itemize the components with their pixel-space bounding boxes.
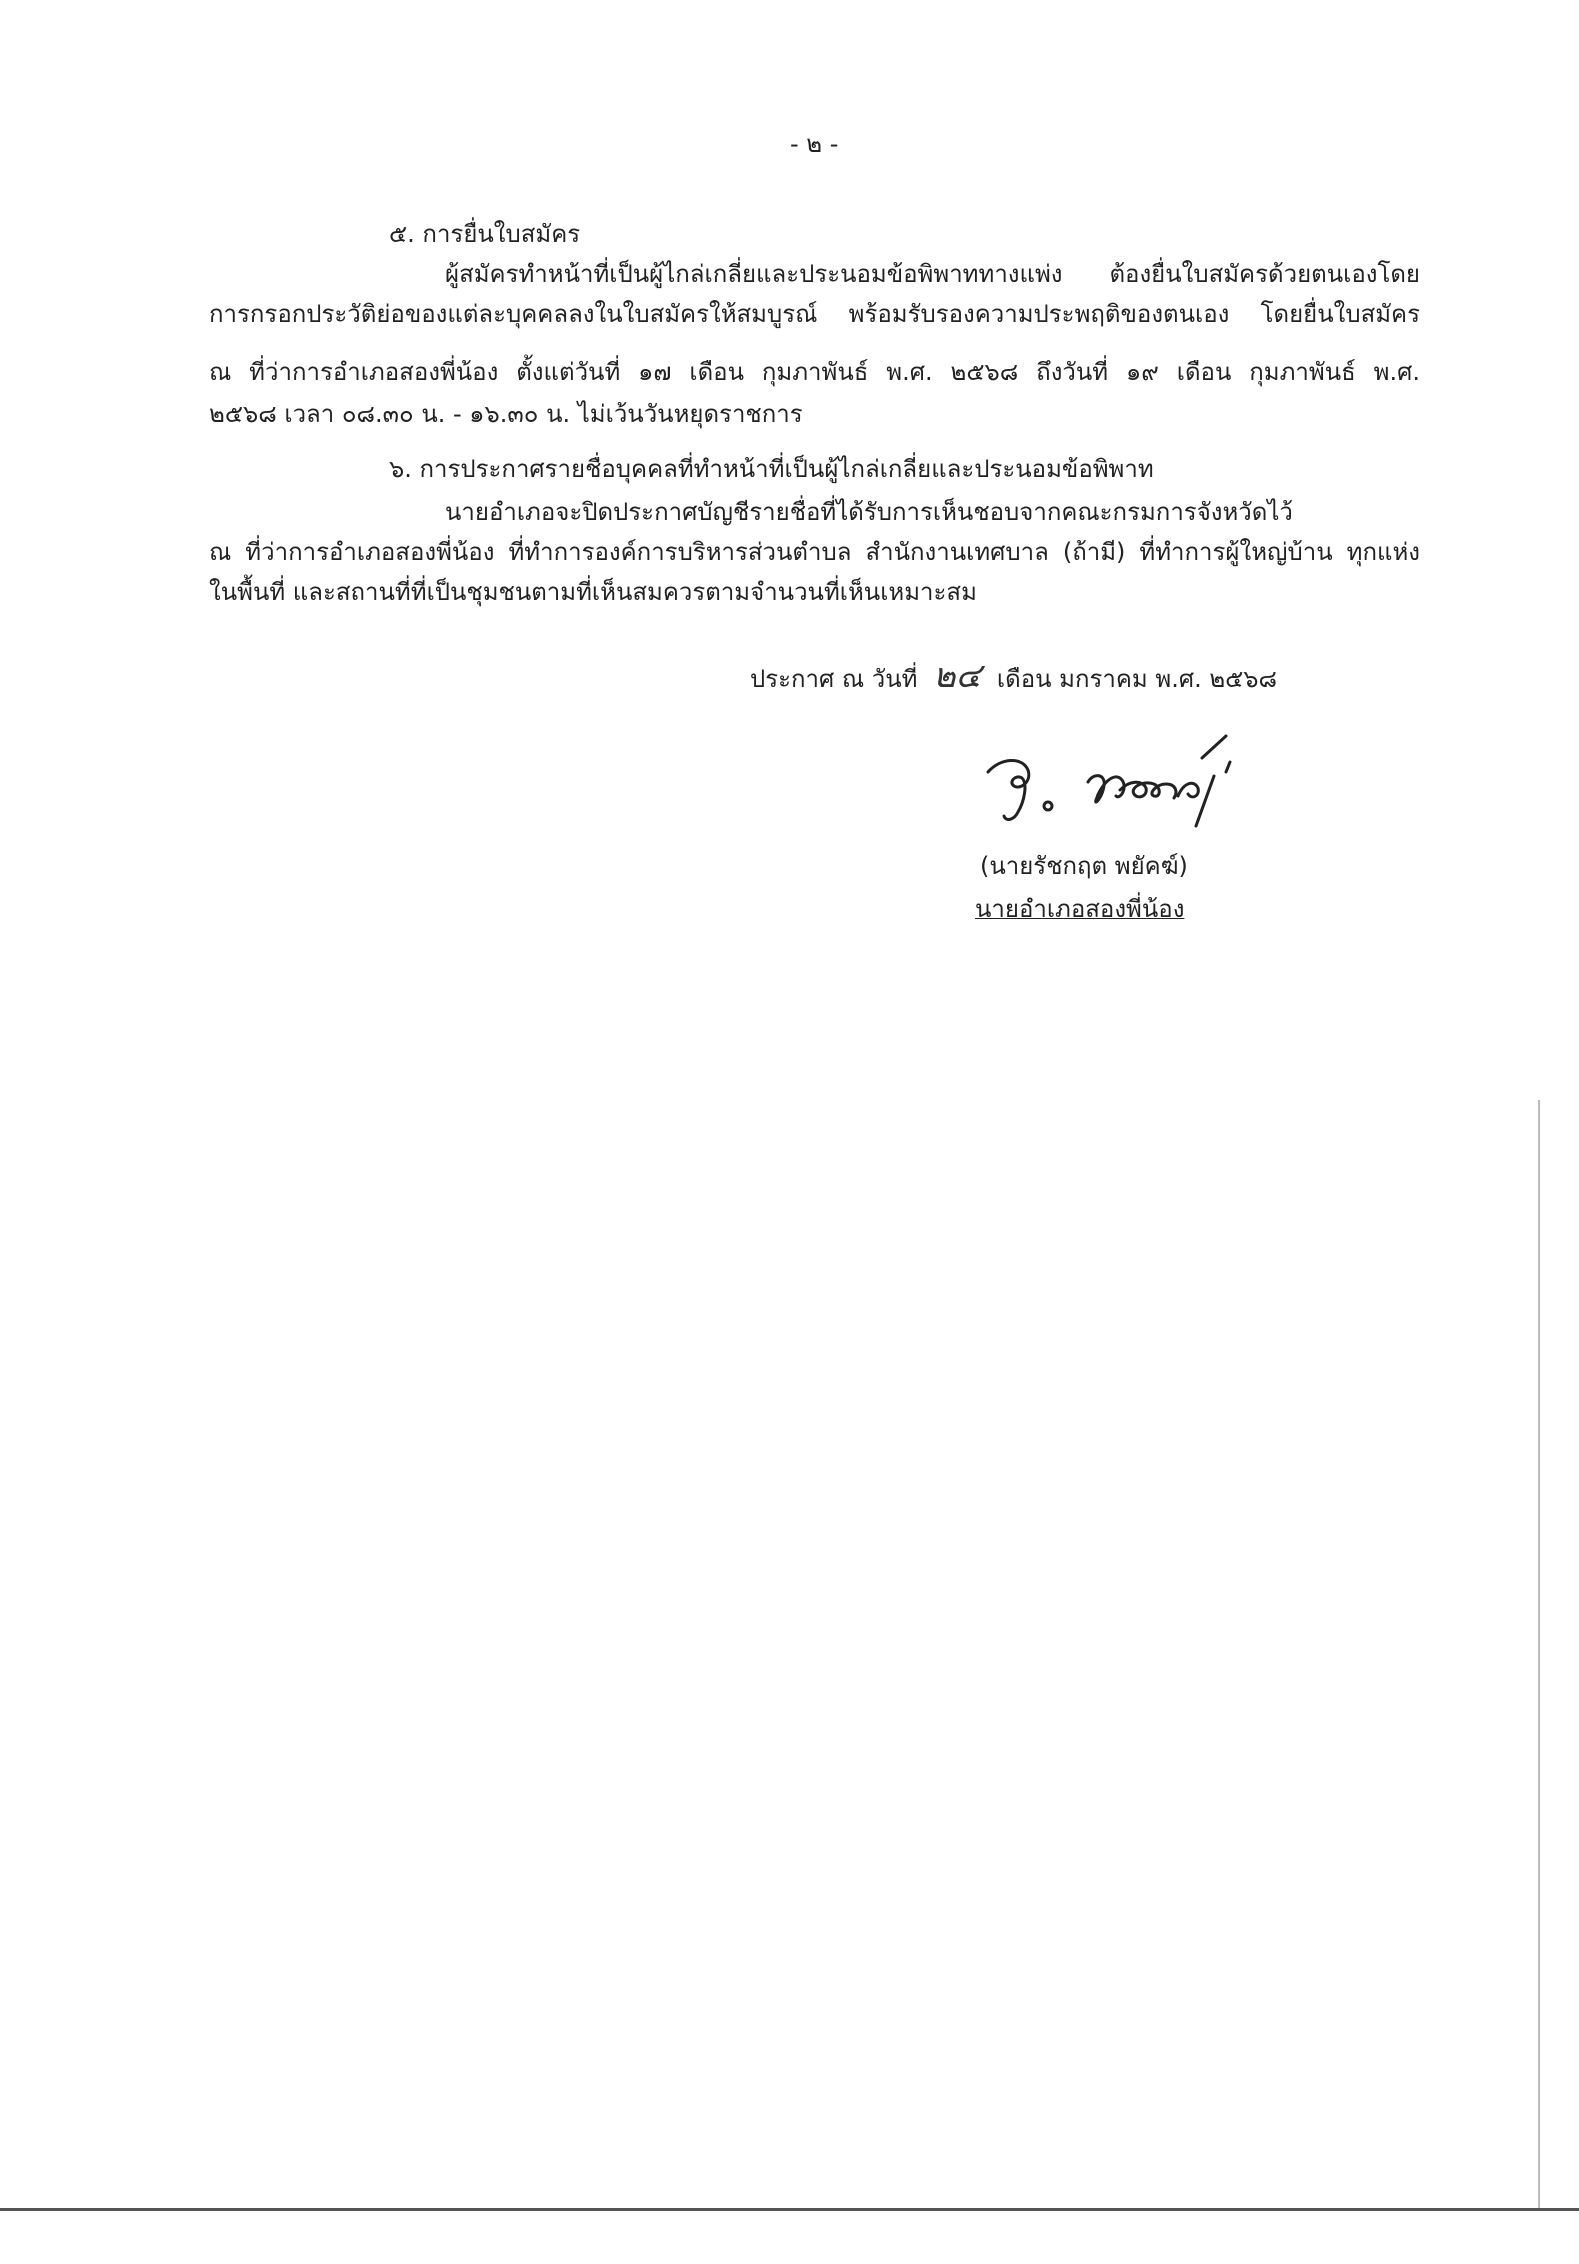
announcement-day: ๒๔ (933, 656, 982, 696)
scan-edge-shadow (1538, 1100, 1540, 2208)
section-5-line-2: การกรอกประวัติย่อของแต่ละบุคคลลงในใบสมัครให้สมบูรณ์ พร้อมรับรองความประพฤติของตนเอง โดยยื่นใบสมัคร (209, 300, 1420, 328)
section-5-line-1: ผู้สมัครทำหน้าที่เป็นผู้ไกล่เกลี่ยและประนอมข้อพิพาททางแพ่ง ต้องยื่นใบสมัครด้วยตนเองโดย (445, 260, 1420, 288)
signer-title: นายอำเภอสองพี่น้อง (975, 895, 1185, 923)
announcement-suffix: เดือน มกราคม พ.ศ. ๒๕๖๘ (996, 665, 1278, 693)
section-5-line-4: ๒๕๖๘ เวลา ๐๘.๓๐ น. - ๑๖.๓๐ น. ไม่เว้นวันหยุดราชการ (209, 400, 803, 428)
section-6-heading: ๖. การประกาศรายชื่อบุคคลที่ทำหน้าที่เป็นผู้ไกล่เกลี่ยและประนอมข้อพิพาท (389, 455, 1154, 483)
section-6-line-3: ในพื้นที่ และสถานที่ที่เป็นชุมชนตามที่เห็นสมควรตามจำนวนที่เห็นเหมาะสม (209, 578, 977, 606)
section-6-line-1: นายอำเภอจะปิดประกาศบัญชีรายชื่อที่ได้รับการเห็นชอบจากคณะกรมการจังหวัดไว้ (445, 498, 1293, 526)
announcement-date (750, 656, 1278, 696)
announcement-prefix: ประกาศ ณ วันที่ (750, 665, 918, 693)
handwritten-signature (970, 730, 1270, 840)
page-number: - ๒ - (790, 130, 839, 158)
section-5-heading: ๕. การยื่นใบสมัคร (389, 220, 581, 248)
signer-name: (นายรัชกฤต พยัคฆ์) (980, 852, 1188, 880)
scan-bottom-edge (0, 2208, 1579, 2211)
section-6-line-2: ณ ที่ว่าการอำเภอสองพี่น้อง ที่ทำการองค์การบริหารส่วนตำบล สำนักงานเทศบาล (ถ้ามี) ที่ทำการผู้ใหญ่บ้าน ทุกแห่ง (209, 538, 1420, 566)
section-5-line-3: ณ ที่ว่าการอำเภอสองพี่น้อง ตั้งแต่วันที่ ๑๗ เดือน กุมภาพันธ์ พ.ศ. ๒๕๖๘ ถึงวันที่ ๑๙ เดือน กุมภาพันธ์ พ.ศ. (209, 358, 1420, 386)
